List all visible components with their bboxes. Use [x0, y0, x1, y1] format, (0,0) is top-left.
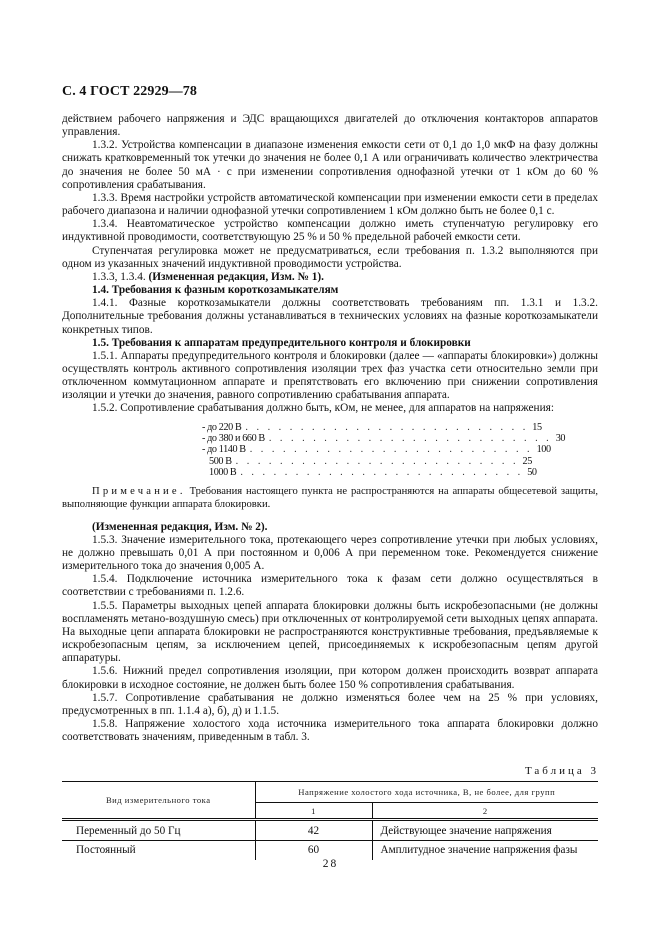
cell-group-1: 42 — [255, 820, 372, 841]
amendment-1-prefix: 1.3.3, 1.3.4. — [92, 270, 149, 283]
paragraph-1-5-6: 1.5.6. Нижний предел сопротивления изоляции, при котором должен происходить возврат аппарата блокировки в исходное состояние, не должен быть более 150 % сопротивления срабатывания. — [62, 665, 598, 691]
page-number: 28 — [322, 858, 339, 870]
dot-leader: . . . . . . . . . . . . . . . . . . . . . . . . . . — [268, 433, 552, 444]
cell-current-type: Переменный до 50 Гц — [62, 820, 255, 841]
note-label: Примечание. — [92, 485, 186, 497]
voltage-row — [202, 467, 537, 479]
dot-leader: . . . . . . . . . . . . . . . . . . . . . . . . . . — [245, 421, 529, 433]
paragraph-continuation: действием рабочего напряжения и ЭДС вращающихся двигателей до отключения контакторов аппаратов управления. — [62, 113, 598, 139]
paragraph-1-3-2: 1.3.2. Устройства компенсации в диапазоне изменения емкости сети от 0,1 до 1,0 мкФ на фазу должны снижать кратковременный ток утечки до значения не более 0,1 А или ограничивать количество электричества до значения не более 50 мА · с при изменении сопротивления однофазной утечки от 1 кОм до 60 % сопротивления срабатывания. — [62, 139, 598, 191]
paragraph-1-5-5: 1.5.5. Параметры выходных цепей аппарата блокировки должны быть искробезопасными (не должны воспламенять метано-воздушную смесь) при отключенных от контролируемой сети выходных цепях аппарата. На выходные цепи аппарата блокировки не распространяются конструктивные требования, предъявляемые к искробезопасным цепям, за исключением цепей, присоединяемых к искробезопасным цепям другой аппаратуры. — [62, 599, 598, 665]
cell-current-type: Постоянный — [62, 841, 255, 860]
paragraph-1-5-7: 1.5.7. Сопротивление срабатывания не должно изменяться более чем на 25 % при условиях, предусмотренных в пп. 1.1.4 а), б), д) и 1.1.5. — [62, 691, 598, 717]
amendment-1-label: (Измененная редакция, Изм. № 1). — [148, 270, 324, 283]
voltage-resistance-list — [202, 421, 566, 479]
paragraph-1-3-4: 1.3.4. Неавтоматическое устройство компенсации должно иметь ступенчатую регулировку его индуктивной проводимости, соответствующую 25 % и 50 % предельной рабочей емкости сети. — [62, 218, 598, 244]
section-heading-1-4: 1.4. Требования к фазным короткозамыкателям — [92, 284, 339, 297]
paragraph-1-5-2: 1.5.2. Сопротивление срабатывания должно быть, кОм, не менее, для аппаратов на напряжения: — [92, 402, 554, 415]
note — [62, 485, 598, 511]
cell-group-2: Действующее значение напряжения — [372, 820, 598, 841]
table-caption: Таблица 3 — [524, 765, 599, 777]
table-header-voltage-group: Напряжение холостого хода источника, В, не более, для групп — [255, 782, 598, 803]
table-row — [62, 820, 598, 841]
paragraph-1-5-1: 1.5.1. Аппараты предупредительного контроля и блокировки (далее — «аппараты блокировки») должны осуществлять контроль активного сопротивления изоляции трех фаз участка сети относительно земли при отключенном коммутационном аппарате и препятствовать его включению при снижении сопротивления изоляции и утечки до значения, равного сопротивлению срабатывания аппарата. — [62, 349, 598, 402]
table-header-group-1: 1 — [255, 803, 372, 820]
resistance-value: 50 — [527, 467, 537, 479]
voltage-row — [202, 444, 551, 456]
voltage-label: - до 1140 В — [202, 444, 246, 456]
voltage-row — [202, 455, 532, 467]
voltage-row — [202, 433, 566, 444]
resistance-value: 30 — [555, 433, 566, 444]
paragraph-1-5-8: 1.5.8. Напряжение холостого хода источника измерительного тока аппарата блокировки должно соответствовать значениям, приведенным в табл. 3. — [62, 717, 598, 744]
table-header-current-type: Вид измерительного тока — [62, 782, 255, 820]
voltage-label: 500 В — [209, 455, 232, 467]
voltage-label: - до 380 и 660 В — [202, 433, 265, 444]
resistance-value: 25 — [522, 455, 532, 467]
table-3 — [62, 781, 598, 860]
dot-leader: . . . . . . . . . . . . . . . . . . . . . . . . . . — [249, 444, 533, 456]
dot-leader: . . . . . . . . . . . . . . . . . . . . . . . . . . — [240, 467, 524, 479]
table-row — [62, 841, 598, 860]
resistance-value: 15 — [532, 421, 542, 433]
dot-leader: . . . . . . . . . . . . . . . . . . . . . . . . . . — [235, 455, 519, 467]
section-heading-1-5: 1.5. Требования к аппаратам предупредительного контроля и блокировки — [92, 336, 471, 349]
cell-group-1: 60 — [255, 841, 372, 860]
paragraph-1-3-3: 1.3.3. Время настройки устройств автоматической компенсации при изменении емкости сети в пределах рабочего диапазона и наличии однофазной утечки сопротивлением 1 кОм должно быть не более 0,1 с. — [62, 191, 598, 218]
voltage-label: - до 220 В — [202, 421, 242, 433]
paragraph-stepped-regulation: Ступенчатая регулировка может не предусматриваться, если требования п. 1.3.2 выполняются при одном из указанных значений индуктивной проводимости устройства. — [62, 244, 598, 270]
voltage-row — [202, 421, 542, 433]
paragraph-1-5-4: 1.5.4. Подключение источника измерительного тока к фазам сети должно осуществляться в соответствии с требованиями п. 1.2.6. — [62, 573, 598, 599]
amendment-note-2: (Измененная редакция, Изм. № 2). — [92, 520, 268, 533]
paragraph-1-5-3: 1.5.3. Значение измерительного тока, протекающего через сопротивление утечки при любых условиях, не должно превышать 0,01 А при постоянном и 0,006 А при переменном токе. Рекомендуется снижение измерительного тока до значения 0,005 А. — [62, 533, 598, 573]
table-header-group-2: 2 — [372, 803, 598, 820]
resistance-value: 100 — [536, 444, 551, 456]
voltage-label: 1000 В — [209, 467, 237, 479]
document-body — [62, 113, 598, 744]
amendment-note-1 — [62, 271, 598, 284]
cell-group-2: Амплитудное значение напряжения фазы — [380, 844, 578, 857]
page-header: С. 4 ГОСТ 22929—78 — [62, 84, 197, 99]
paragraph-1-4-1: 1.4.1. Фазные короткозамыкатели должны соответствовать требованиям пп. 1.3.1 и 1.3.2. Дополнительные требования должны устанавливаться в технических условиях на фазные короткозамыкатели конкретных типов. — [62, 297, 598, 336]
note-text: Требования настоящего пункта не распространяются на аппараты общесетевой защиты, выполняющие функции аппарата блокировки. — [62, 485, 598, 510]
